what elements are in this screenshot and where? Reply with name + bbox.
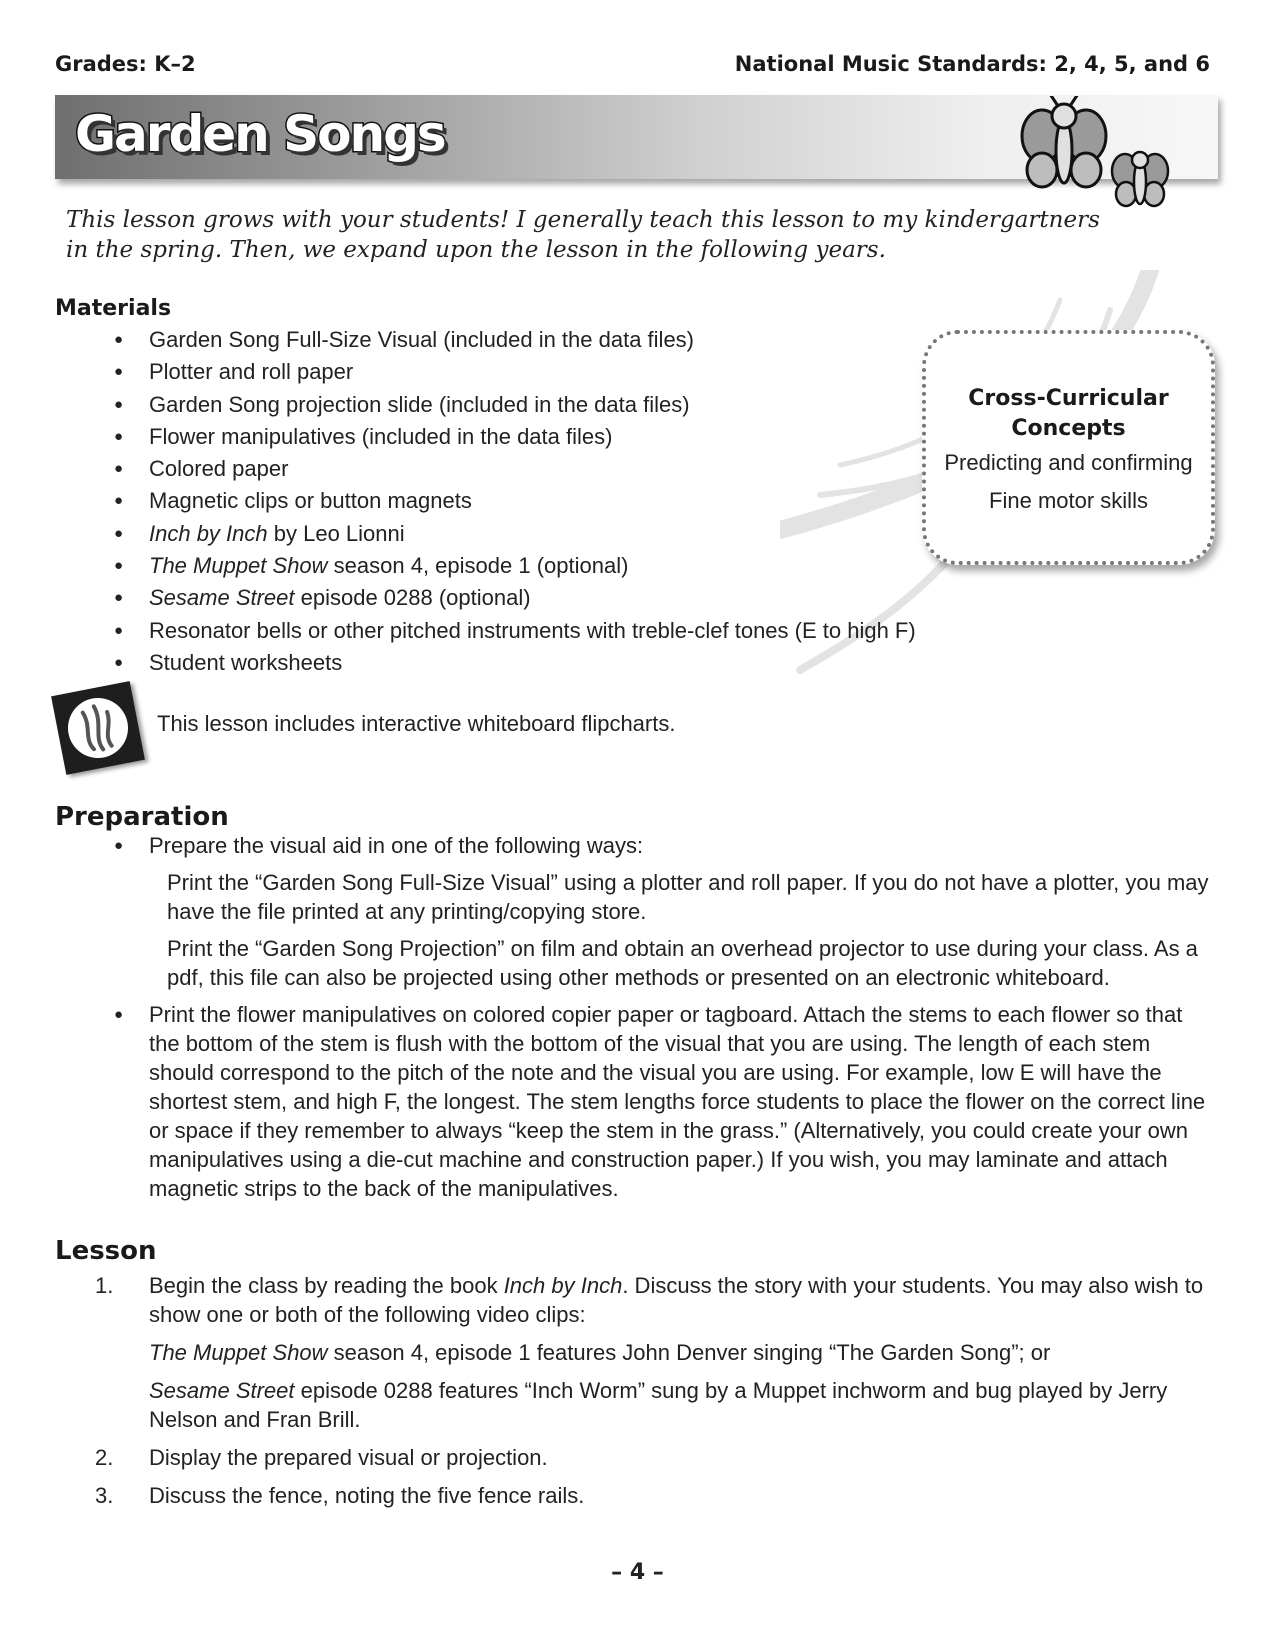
standards-label: National Music Standards: 2, 4, 5, and 6	[734, 52, 1210, 76]
preparation-heading: Preparation	[55, 802, 229, 832]
list-item: ● Sesame Street episode 0288 (optional)	[112, 582, 916, 614]
list-item: ● Garden Song projection slide (included in the data files)	[112, 389, 916, 421]
preparation-section	[112, 831, 1212, 1211]
list-item: ● Plotter and roll paper	[112, 356, 916, 388]
list-item: ● Inch by Inch by Leo Lionni	[112, 518, 916, 550]
list-item: ● Colored paper	[112, 453, 916, 485]
page-title: Garden Songs	[75, 105, 445, 163]
list-item: ● Garden Song Full-Size Visual (included in the data files)	[112, 324, 916, 356]
video-clip-note: The Muppet Show season 4, episode 1 features John Denver singing “The Garden Song”; or	[149, 1340, 1051, 1365]
list-item: ● Student worksheets	[112, 647, 916, 679]
list-item: ● Flower manipulatives (included in the data files)	[112, 421, 916, 453]
whiteboard-note: This lesson includes interactive whiteboard flipcharts.	[157, 711, 676, 736]
lesson-heading: Lesson	[55, 1236, 157, 1266]
list-item: ● The Muppet Show season 4, episode 1 (optional)	[112, 550, 916, 582]
video-clip-note: Sesame Street episode 0288 features “Inch Worm” sung by a Muppet inchworm and bug played by Jerry Nelson and Fran Brill.	[149, 1378, 1168, 1432]
lesson-step: 3. Discuss the fence, noting the five fence rails.	[95, 1483, 585, 1508]
concept-item: Predicting and confirming	[944, 450, 1193, 475]
list-item: ● Resonator bells or other pitched instruments with treble-clef tones (E to high F)	[112, 615, 916, 647]
prep-bullet: ● Print the flower manipulatives on colored copier paper or tagboard. Attach the stems to each flower so that the bottom of the stem is flush with the bottom of the visual that you are using. The length of each stem should correspond to the pitch of the note and the visual you are using. For example, low E will have the shortest stem, and high F, the longest. The stem lengths force students to place the flower on the correct line or space if they remember to always “keep the stem in the grass.” (Alternatively, you could create your own manipulatives using a die-cut machine and construction paper.) If you wish, you may laminate and attach magnetic strips to the back of the manipulatives.	[112, 1000, 1212, 1203]
page-header	[55, 52, 1220, 82]
grades-label: Grades: K–2	[55, 52, 196, 76]
prep-subparagraph: Print the “Garden Song Full-Size Visual” using a plotter and roll paper. If you do not have a plotter, you may have the file printed at any printing/copying store.	[167, 870, 1209, 924]
prep-bullet: ● Prepare the visual aid in one of the following ways:	[112, 831, 1212, 860]
concept-item: Fine motor skills	[989, 488, 1148, 513]
whiteboard-icon	[51, 681, 145, 775]
cross-curricular-box	[922, 330, 1215, 565]
lesson-step: 2. Display the prepared visual or projection.	[95, 1445, 548, 1470]
page-number: – 4 –	[611, 1560, 664, 1585]
lesson-steps	[95, 1271, 1212, 1519]
concepts-title: Cross-Curricular Concepts	[968, 386, 1169, 441]
prep-subparagraph: Print the “Garden Song Projection” on film and obtain an overhead projector to use during your class. As a pdf, this file can also be projected using other methods or presented on an electronic whiteboard.	[167, 936, 1198, 990]
list-item: ● Magnetic clips or button magnets	[112, 485, 916, 517]
materials-heading: Materials	[55, 296, 172, 321]
intro-text: This lesson grows with your students! I generally teach this lesson to my kindergartners in the spring. Then, we expand upon the lesson in the following years.	[66, 207, 1100, 263]
lesson-step: 1. Begin the class by reading the book Inch by Inch. Discuss the story with your students. You may also wish to show one or both of the following video clips:	[95, 1273, 1204, 1327]
materials-list	[112, 324, 916, 679]
